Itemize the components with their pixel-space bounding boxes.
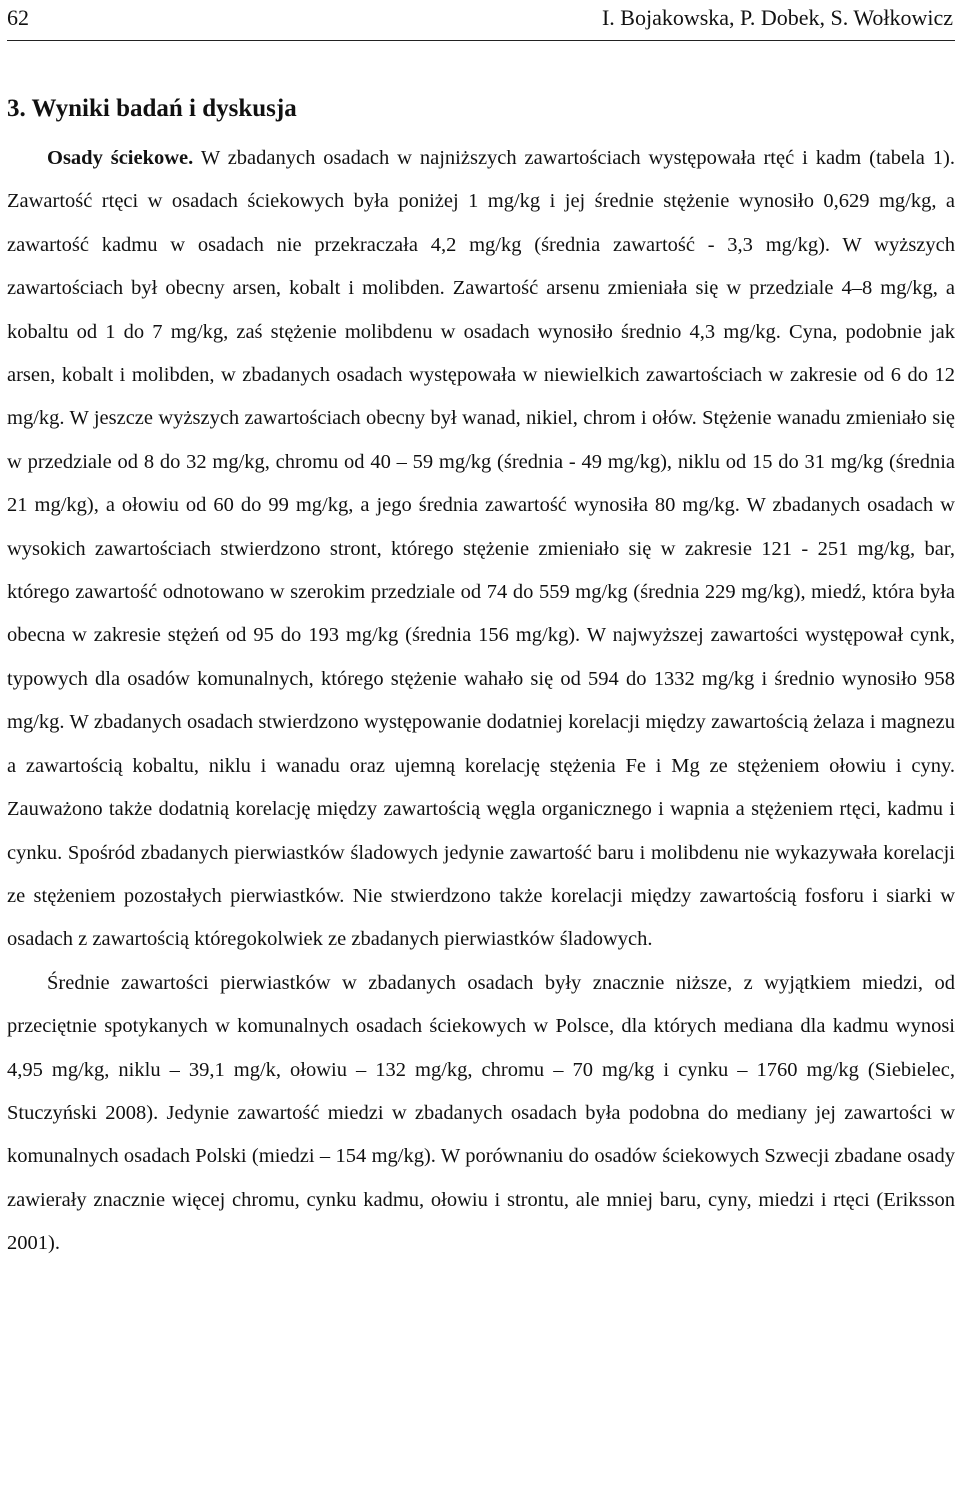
running-header [7, 0, 955, 41]
paragraph-text: W zbadanych osadach w najniższych zawartościach występowała rtęć i kadm (tabela 1). Zawartość rtęci w osadach ściekowych była poniżej 1 mg/kg i jej średnie stężenie wynosiło 0,629 mg/kg, a zawartość kadmu w osadach nie przekraczała 4,2 mg/kg (średnia zawartość - 3,3 mg/kg). W wyższych zawartościach był obecny arsen, kobalt i molibden. Zawartość arsenu zmieniała się w przedziale 4–8 mg/kg, a kobaltu od 1 do 7 mg/kg, zaś stężenie molibdenu w osadach wynosiło średnio 4,3 mg/kg. Cyna, podobnie jak arsen, kobalt i molibden, w zbadanych osadach występowała w niewielkich zawartościach w zakresie od 6 do 12 mg/kg. W jeszcze wyższych zawartościach obecny był wanad, nikiel, chrom i ołów. Stężenie wanadu zmieniało się w przedziale od 8 do 32 mg/kg, chromu od 40 – 59 mg/kg (średnia - 49 mg/kg), niklu od 15 do 31 mg/kg (średnia 21 mg/kg), a ołowiu od 60 do 99 mg/kg, a jego średnia zawartość wynosiła 80 mg/kg. W zbadanych osadach w wysokich zawartościach stwierdzono stront, którego stężenie zmieniało się w zakresie 121 - 251 mg/kg, bar, którego zawartość odnotowano w szerokim przedziale od 74 do 559 mg/kg (średnia 229 mg/kg), miedź, która była obecna w zakresie stężeń od 95 do 193 mg/kg (średnia 156 mg/kg). W najwyższej zawartości występował cynk, typowych dla osadów komunalnych, którego stężenie wahało się od 594 do 1332 mg/kg i średnio wynosiło 958 mg/kg. W zbadanych osadach stwierdzono występowanie dodatniej korelacji między zawartością żelaza i magnezu a zawartością kobaltu, niklu i wanadu oraz ujemną korelację stężenia Fe i Mg ze stężeniem ołowiu i cyny. Zauważono także dodatnią korelację między zawartością węgla organicznego i wapnia a stężeniem rtęci, kadmu i cynku. Spośród zbadanych pierwiastków śladowych jedynie zawartość baru i molibdenu nie wykazywała korelacji ze stężeniem pozostałych pierwiastków. Nie stwierdzono także korelacji między zawartością fosforu i siarki w osadach z zawartością któregokolwiek ze zbadanych pierwiastków śladowych. [7, 147, 956, 951]
paragraph-sewage-sludge [7, 137, 955, 962]
paragraph-lead-in: Osady ściekowe. [47, 147, 194, 169]
paragraph-text: Średnie zawartości pierwiastków w zbadanych osadach były znacznie niższe, z wyjątkiem miedzi, od przeciętnie spotykanych w komunalnych osadach ściekowych w Polsce, dla których mediana dla kadmu wynosi 4,95 mg/kg, niklu – 39,1 mg/k, ołowiu – 132 mg/kg, chromu – 70 mg/kg i cynku – 1760 mg/kg (Siebielec, Stuczyński 2008). Jedynie zawartość miedzi w zbadanych osadach była podobna do mediany jej zawartości w komunalnych osadach Polski (miedzi – 154 mg/kg). W porównaniu do osadów ściekowych Szwecji zbadane osady zawierały znacznie więcej chromu, cynku kadmu, ołowiu i strontu, ale mniej baru, cyny, miedzi i rtęci (Eriksson 2001). [7, 971, 955, 1255]
document-page [7, 0, 955, 1266]
paragraph-comparison [7, 962, 955, 1266]
section-heading: 3. Wyniki badań i dyskusja [7, 95, 297, 122]
body-text [7, 137, 955, 1266]
header-authors: I. Bojakowska, P. Dobek, S. Wołkowicz [601, 5, 953, 30]
page-number: 62 [7, 5, 29, 30]
